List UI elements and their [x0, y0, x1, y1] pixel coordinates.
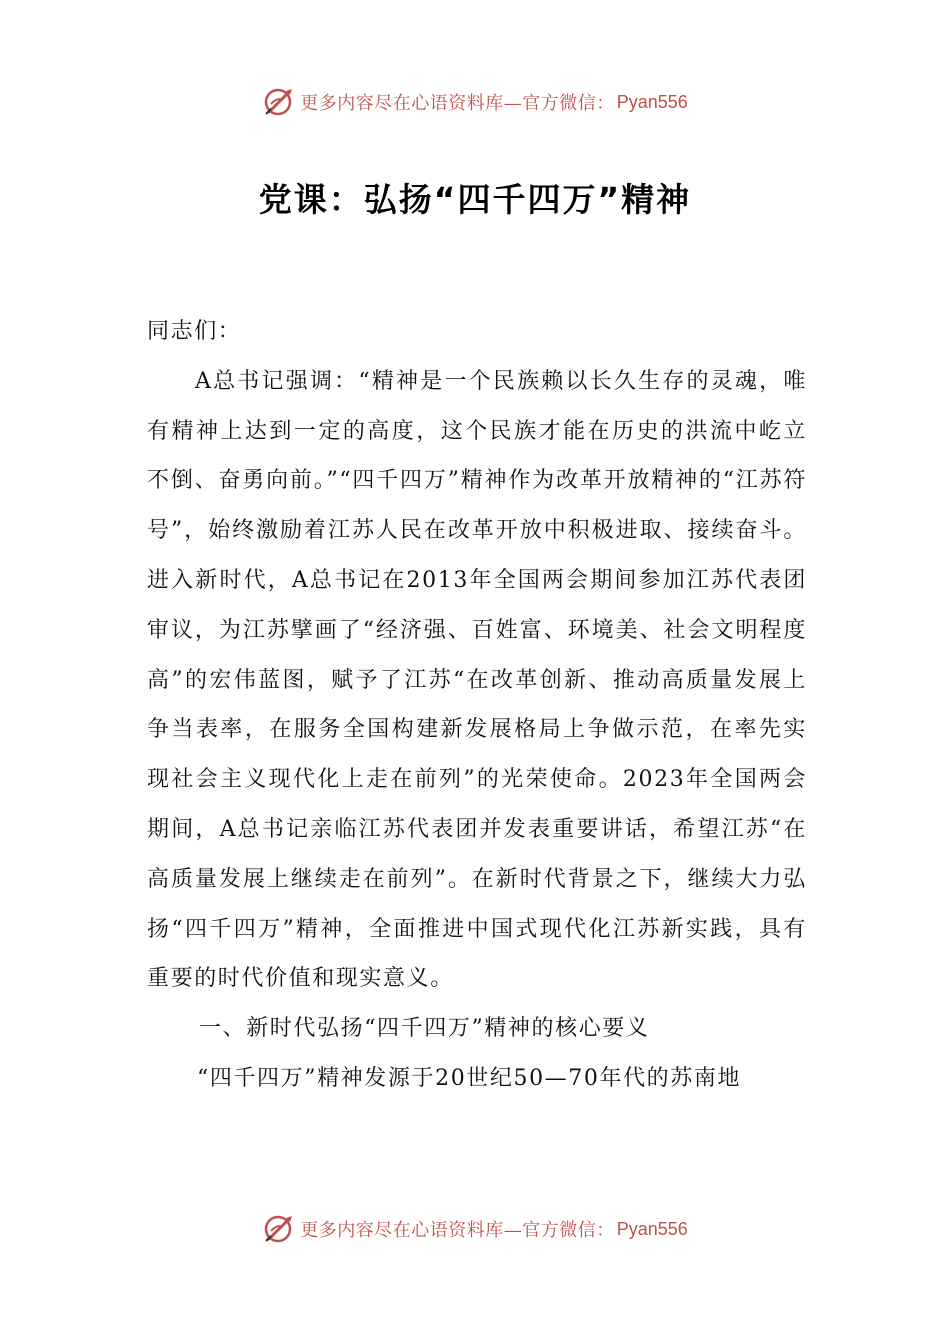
page-title: 党课：弘扬“四千四万”精神: [258, 180, 692, 219]
greeting: 同志们：: [147, 319, 242, 344]
banner-text: 更多内容尽在心语资料库—官方微信：: [300, 93, 615, 114]
paragraph: “四千四万”精神发源于20世纪50—70年代的苏南地: [197, 1065, 742, 1091]
wechat-id: Pyan556: [616, 1218, 688, 1239]
banner-text: 更多内容尽在心语资料库—官方微信：: [300, 1220, 615, 1241]
document-body: [147, 307, 807, 1104]
paragraph: A总书记强调：“精神是一个民族赖以长久生存的灵魂，唯有精神上达到一定的高度，这个民族才能在历史的洪流中屹立不倒、奋勇向前。”“四千四万”精神作为改革开放精神的“江苏符号”，始终激励着江苏人民在改革开放中积极进取、接续奋斗。进入新时代，A总书记在2013年全国两会期间参加江苏代表团审议，为江苏擘画了“经济强、百姓富、环境美、社会文明程度高”的宏伟蓝图，赋予了江苏“在改革创新、推动高质量发展上争当表率，在服务全国构建新发展格局上争做示范，在率先实现社会主义现代化上走在前列”的光荣使命。2023年全国两会期间，A总书记亲临江苏代表团并发表重要讲话，希望江苏“在高质量发展上继续走在前列”。在新时代背景之下，继续大力弘扬“四千四万”精神，全面推进中国式现代化江苏新实践，具有重要的时代价值和现实意义。: [147, 368, 807, 992]
footer-banner: [0, 1209, 950, 1249]
header-banner: [0, 82, 950, 122]
section-heading: 一、新时代弘扬“四千四万”精神的核心要义: [199, 1016, 650, 1042]
pen-logo-icon: [262, 1212, 296, 1246]
pen-logo-icon: [262, 85, 296, 119]
wechat-id: Pyan556: [616, 91, 688, 112]
